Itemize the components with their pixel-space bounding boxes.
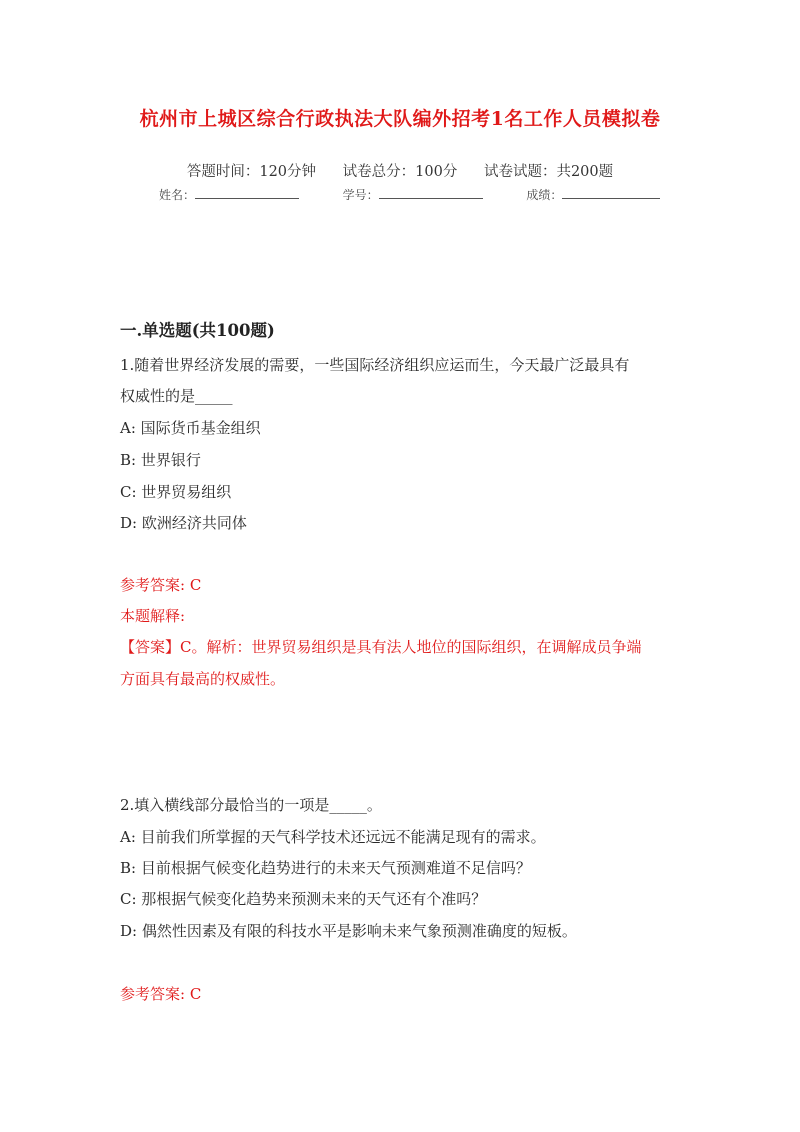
question-1-answer: 参考答案: C [120,576,202,594]
exam-time: 答题时间：120分钟 [186,164,317,180]
student-fields [159,186,660,203]
question-2-option-d: D: 偶然性因素及有限的科技水平是影响未来气象预测准确度的短板。 [120,922,577,940]
question-2-option-a: A: 目前我们所掌握的天气科学技术还远远不能满足现有的需求。 [120,828,546,846]
question-1-option-b: B: 世界银行 [120,451,201,469]
question-1-stem-line2: 权威性的是_____ [120,387,233,405]
name-label: 姓名： [159,188,196,202]
score-blank [562,187,660,199]
exam-info [0,160,800,181]
question-1-explain-line2: 方面具有最高的权威性。 [120,670,286,688]
question-1-explain-label: 本题解释: [120,607,186,625]
question-2-stem: 2.填入横线部分最恰当的一项是_____。 [120,796,382,814]
question-1-stem-line1: 1.随着世界经济发展的需要，一些国际经济组织应运而生，今天最广泛最具有 [120,356,630,374]
section-title: 一.单选题(共100题) [120,321,275,340]
exam-question-count: 试卷试题：共200题 [483,164,614,180]
question-1-explain-line1: 【答案】C。解析：世界贸易组织是具有法人地位的国际组织，在调解成员争端 [120,638,642,656]
score-label: 成绩： [526,188,563,202]
question-1-option-d: D: 欧洲经济共同体 [120,514,247,532]
id-label: 学号： [342,188,379,202]
question-1-option-c: C: 世界贸易组织 [120,483,232,501]
question-1-option-a: A: 国际货币基金组织 [120,419,261,437]
question-2-option-b: B: 目前根据气候变化趋势进行的未来天气预测难道不足信吗？ [120,859,531,877]
paper-title: 杭州市上城区综合行政执法大队编外招考1名工作人员模拟卷 [139,108,661,130]
question-2-answer: 参考答案: C [120,985,202,1003]
question-2-option-c: C: 那根据气候变化趋势来预测未来的天气还有个准吗？ [120,890,487,908]
id-blank [379,187,483,199]
name-blank [195,187,299,199]
exam-total-score: 试卷总分：100分 [342,164,458,180]
